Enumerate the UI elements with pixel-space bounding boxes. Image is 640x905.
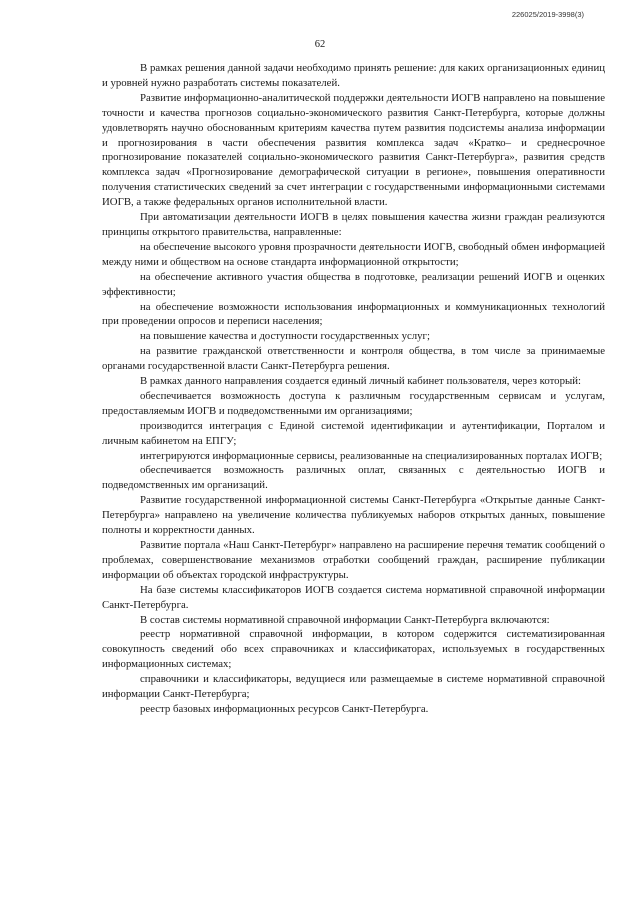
list-item: на обеспечение возможности использования информационных и коммуникационных технологий при проведении опросов и переписи населения; xyxy=(102,300,605,328)
list-item: справочники и классификаторы, ведущиеся или размещаемые в системе нормативной справочной информации Санкт-Петербурга; xyxy=(102,673,605,701)
list-item: на обеспечение активного участия общества в подготовке, реализации решений ИОГВ и оценких эффективности; xyxy=(102,270,605,298)
list-item: интегрируются информационные сервисы, реализованные на специализированных порталах ИОГВ; xyxy=(140,449,603,462)
paragraph: При автоматизации деятельности ИОГВ в целях повышения качества жизни граждан реализуются принципы открытого правительства, направленные: xyxy=(102,211,605,238)
paragraph: Развитие государственной информационной системы Санкт-Петербурга «Открытые данные Санкт-Петербурга» направлено на увеличение количества публикуемых наборов открытых данных, повышение полноты и корректности данных. xyxy=(102,494,605,537)
paragraph: На базе системы классификаторов ИОГВ создается система нормативной справочной информации Санкт-Петербурга. xyxy=(102,583,605,611)
list-item: реестр базовых информационных ресурсов Санкт-Петербурга. xyxy=(140,702,429,715)
page-number: 62 xyxy=(314,39,326,50)
list-item: на развитие гражданской ответственности и контроля общества, в том числе за принимаемые органами государственной власти Санкт-Петербурга решения. xyxy=(102,345,605,373)
list-item: обеспечивается возможность доступа к различным государственным сервисам и услугам, предоставляемым ИОГВ и подведомственными им организациями; xyxy=(102,389,605,417)
paragraph: Развитие информационно-аналитической поддержки деятельности ИОГВ направлено на повышение точности и качества прогнозов социально-экономического развития Санкт-Петербурга, которые должны удовлетворять научно обоснованным критериям качества путем развития подсистемы анализа информации и прогнозирования в части обеспечения развития комплекса задач «Кратко– и среднесрочное прогнозирование показателей социально-экономического развития Санкт-Петербурга», развития средств комплекса задач «Прогнозирование демографической ситуации в регионе», повышения оперативности получения статистических сведений за счет интеграции с государственными информационными системами ИОГВ, а также федеральных органов исполнительной власти. xyxy=(102,91,605,209)
paragraph: В рамках данного направления создается единый личный кабинет пользователя, через который: xyxy=(140,375,582,388)
document-body xyxy=(102,61,605,717)
document-registration-stamp: 226025/2019-3998(3) xyxy=(511,10,584,19)
list-item: производится интеграция с Единой системой идентификации и аутентификации, Порталом и личным кабинетом на ЕПГУ; xyxy=(102,419,605,447)
paragraph: Развитие портала «Наш Санкт-Петербург» направлено на расширение перечня тематик сообщений о проблемах, совершенствование механизмов отработки сообщений граждан, расширение публикации информации об объектах городской инфраструктуры. xyxy=(102,539,605,581)
list-item: на повышение качества и доступности государственных услуг; xyxy=(140,330,430,343)
list-item: обеспечивается возможность различных оплат, связанных с деятельностью ИОГВ и подведомственных им организаций. xyxy=(102,464,605,492)
list-item: на обеспечение высокого уровня прозрачности деятельности ИОГВ, свободный обмен информацией между ними и обществом на основе стандарта информационной открытости; xyxy=(102,240,605,268)
paragraph: В состав системы нормативной справочной информации Санкт-Петербурга включаются: xyxy=(140,613,550,626)
paragraph: В рамках решения данной задачи необходимо принять решение: для каких организационных единиц и уровней нужно разработать системы показателей. xyxy=(102,62,605,89)
list-item: реестр нормативной справочной информации, в котором содержится систематизированная совокупность сведений обо всех справочниках и классификаторах, используемых в государственных информационных системах; xyxy=(102,628,605,671)
